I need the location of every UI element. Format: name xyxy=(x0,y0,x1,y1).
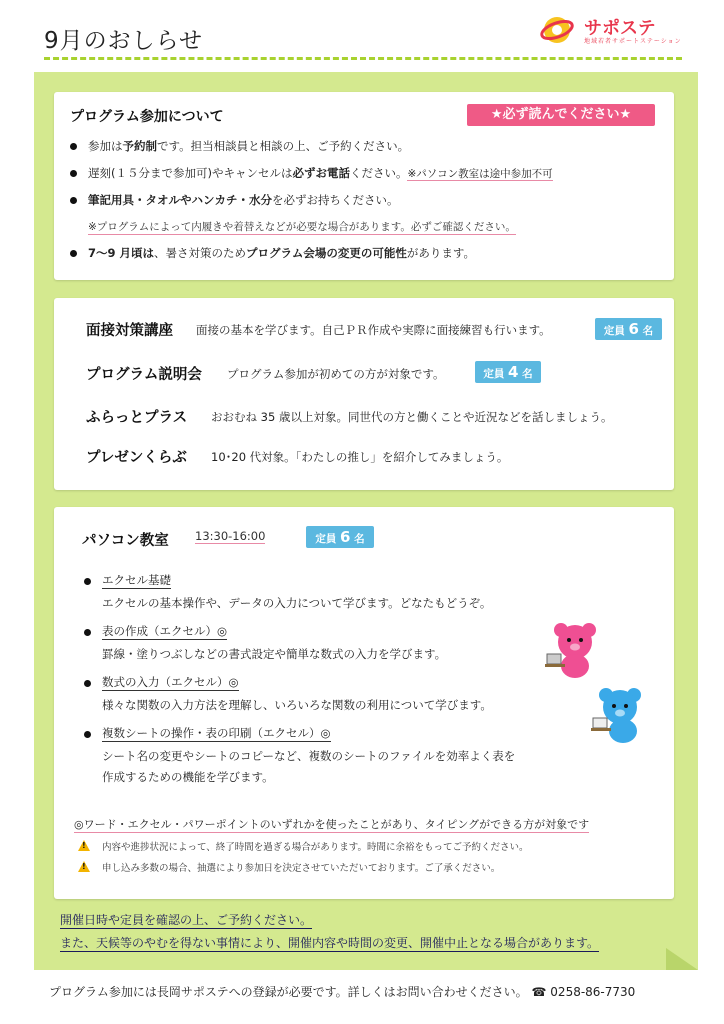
bullet-icon xyxy=(70,143,77,150)
notice-bold: 必ずお電話 xyxy=(292,166,350,180)
notice-bold: プログラム会場の変更の可能性 xyxy=(246,246,407,260)
course-name: 複数シートの操作・表の印刷（エクセル）◎ xyxy=(102,726,331,740)
notice-text: を必ずお持ちください。 xyxy=(272,193,399,207)
notice-text: 、暑さ対策のため xyxy=(154,246,247,260)
bottom-info xyxy=(49,983,635,1000)
bullet-icon xyxy=(84,578,91,585)
page-fold-corner xyxy=(666,948,698,970)
notice-bold: 7〜9 月頃は xyxy=(88,246,155,260)
notice-item-3 xyxy=(88,192,399,208)
program-desc: 面接の基本を学びます。自己ＰＲ作成や実際に面接練習も行います。 xyxy=(196,323,551,337)
program-desc: プログラム参加が初めての方が対象です。 xyxy=(227,367,445,381)
capacity-number: 6 xyxy=(340,528,351,546)
warning-icon: ! xyxy=(78,861,90,872)
phone-icon: ☎ xyxy=(531,985,547,999)
course-name: エクセル基礎 xyxy=(102,573,171,587)
must-read-badge: ★必ず読んでください★ xyxy=(467,104,655,126)
notice-bold: 予約制 xyxy=(122,139,157,153)
course-desc: 罫線・塗りつぶしなどの書式設定や簡単な数式の入力を学びます。 xyxy=(102,647,447,661)
page-title: 9月のおしらせ xyxy=(44,28,203,54)
notice-text: 参加は xyxy=(88,139,123,153)
notice-bold: 筆記用具・タオルやハンカチ・水分 xyxy=(88,193,272,207)
program-title: 面接対策講座 xyxy=(86,323,173,339)
notice-text: があります。 xyxy=(406,246,475,260)
header-divider xyxy=(44,57,682,60)
notice-text: 遅刻(１５分まで参加可)やキャンセルは xyxy=(88,166,293,180)
pc-class-title: パソコン教室 xyxy=(82,533,169,549)
course-name: 数式の入力（エクセル）◎ xyxy=(102,675,239,689)
course-desc: エクセルの基本操作や、データの入力について学びます。どなたもどうぞ。 xyxy=(102,596,492,610)
capacity-label: 定員 xyxy=(483,368,505,380)
capacity-badge xyxy=(306,526,374,548)
capacity-badge xyxy=(595,318,662,340)
pc-class-time: 13:30-16:00 xyxy=(195,529,266,543)
capacity-label: 定員 xyxy=(315,533,337,545)
bullet-icon xyxy=(70,250,77,257)
capacity-unit: 名 xyxy=(354,533,365,545)
program-desc: おおむね 35 歳以上対象。同世代の方と働くことや近況などを話しましょう。 xyxy=(211,410,613,424)
capacity-number: 6 xyxy=(628,320,639,338)
pink-bear-illustration-icon xyxy=(545,620,605,680)
notice-heading: プログラム参加について xyxy=(70,109,224,125)
logo-subtitle: 地域若者サポートステーション xyxy=(584,38,682,45)
capacity-unit: 名 xyxy=(522,368,533,380)
panel-footer-line-1: 開催日時や定員を確認の上、ご予約ください。 xyxy=(60,913,313,927)
notice-item-2 xyxy=(88,165,553,181)
notice-sub-note: ※プログラムによって内履きや着替えなどが必要な場合があります。必ずご確認ください。 xyxy=(88,221,516,233)
bullet-icon xyxy=(84,731,91,738)
course-name: 表の作成（エクセル）◎ xyxy=(102,624,228,638)
capacity-number: 4 xyxy=(508,363,519,381)
bullet-icon xyxy=(70,197,77,204)
course-desc: シート名の変更やシートのコピーなど、複数のシートのファイルを効率よく表を xyxy=(102,749,516,763)
notice-text: です。担当相談員と相談の上、ご予約ください。 xyxy=(157,139,410,153)
page-header xyxy=(0,0,724,70)
phone-number: 0258-86-7730 xyxy=(550,985,636,999)
warning-text: 内容や進捗状況によって、終了時間を過ぎる場合があります。時間に余裕をもってご予約ください。 xyxy=(102,842,529,853)
program-title: プログラム説明会 xyxy=(86,367,202,383)
bullet-icon xyxy=(84,680,91,687)
pc-class-requirement: ◎ワード・エクセル・パワーポイントのいずれかを使ったことがあり、タイピングができる方が対象です xyxy=(74,818,590,831)
warning-text: 申し込み多数の場合、抽選により参加日を決定させていただいております。ご了承ください。 xyxy=(102,863,501,874)
course-desc: 作成するための機能を学びます。 xyxy=(102,770,274,784)
notice-text: ください。 xyxy=(349,166,408,180)
panel-footer-line-2: また、天候等のやむを得ない事情により、開催内容や時間の変更、開催中止となる場合があります。 xyxy=(60,936,600,950)
blue-bear-illustration-icon xyxy=(591,686,649,744)
capacity-label: 定員 xyxy=(603,325,625,337)
notice-item-4 xyxy=(88,245,475,261)
bottom-text: プログラム参加には長岡サポステへの登録が必要です。詳しくはお問い合わせください。 xyxy=(49,985,528,999)
notice-note: ※パソコン教室は途中参加不可 xyxy=(407,168,553,180)
notice-item-1 xyxy=(88,138,409,154)
warning-icon: ! xyxy=(78,840,90,851)
program-desc: 10･20 代対象。「わたしの推し」を紹介してみましょう。 xyxy=(211,450,509,464)
bullet-icon xyxy=(70,170,77,177)
program-title: プレゼンくらぶ xyxy=(86,450,187,466)
logo-wordmark: サポステ xyxy=(584,18,656,39)
capacity-unit: 名 xyxy=(642,325,654,337)
capacity-badge xyxy=(475,361,541,383)
course-desc: 様々な関数の入力方法を理解し、いろいろな関数の利用について学びます。 xyxy=(102,698,492,712)
program-title: ふらっとプラス xyxy=(86,410,188,426)
bullet-icon xyxy=(84,629,91,636)
